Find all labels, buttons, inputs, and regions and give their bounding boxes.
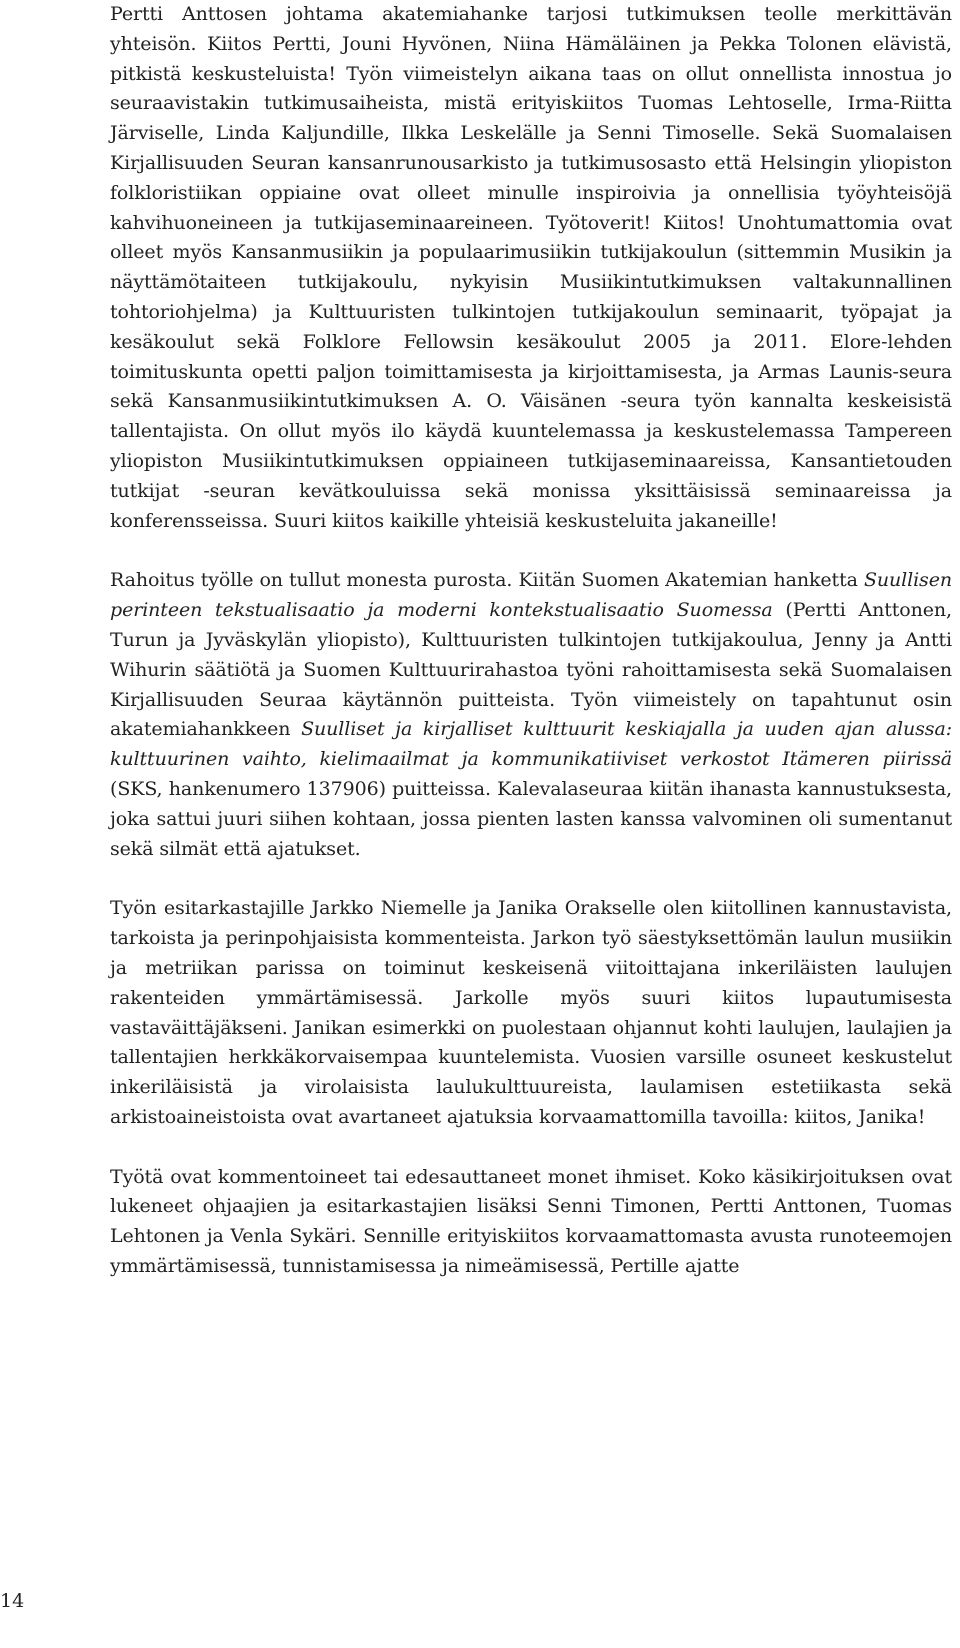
page-number: 14 — [0, 1590, 25, 1612]
paragraph-funding-text-3: (SKS, hankenumero 137906) puitteissa. Kalevalaseuraa kiitän ihanasta kannustuksesta, joka sattui juuri siihen kohtaan, jossa pienten lasten kanssa valvominen oli sumentanut sekä silmät että ajatukset. — [110, 777, 952, 860]
paragraph-pre-examiners: Työn esitarkastajille Jarkko Niemelle ja Janika Orakselle olen kiitollinen kannustavista, tarkoista ja perinpohjaisista kommenteista. Jarkon työ säestyksettömän laulun musiikin ja metriikan parissa on toiminut keskeisenä viitoittajana inkeriläisten laulujen rakenteiden ymmärtämisessä. Jarkolle myös suuri kiitos lupautumisesta vastaväittäjäkseni. Janikan esimerkki on puolestaan ohjannut kohti laulujen, laulajien ja tallentajien herkkäkorvaisempaa kuuntelemista. Vuosien varsille osuneet keskustelut inkeriläisistä ja virolaisista laulukulttuureista, laulamisen estetiikasta sekä arkistoaineistoista ovat avartaneet ajatuksia korvaamattomilla tavoilla: kiitos, Janika! — [110, 897, 952, 1128]
document-page — [110, 0, 952, 1282]
paragraph-acknowledgements-community: Pertti Anttosen johtama akatemiahanke tarjosi tutkimuksen teolle merkittävän yhteisön. Kiitos Pertti, Jouni Hyvönen, Niina Hämäläinen ja Pekka Tolonen elävistä, pitkistä keskusteluista! Työn viimeistelyn aikana taas on ollut onnellista innostua jo seuraavistakin tutkimusaiheista, mistä erityiskiitos Tuomas Lehtoselle, Irma-Riitta Järviselle, Linda Kaljundille, Ilkka Leskelälle ja Senni Timoselle. Sekä Suomalaisen Kirjallisuuden Seuran kansanrunousarkisto ja tutkimusosasto että Helsingin yliopiston folkloristiikan oppiaine ovat olleet minulle inspiroivia ja onnellisia työyhteisöjä kahvihuoneineen ja tutkijaseminaareineen. Työtoverit! Kiitos! Unohtumattomia ovat olleet myös Kansanmusiikin ja populaarimusiikin tutkijakoulun (sittemmin Musikin ja näyttämötaiteen tutkijakoulu, nykyisin Musiikintutkimuksen valtakunnallinen tohtoriohjelma) ja Kulttuuristen tulkintojen tutkijakoulun seminaarit, työpajat ja kesäkoulut sekä Folklore Fellowsin kesäkoulut 2005 ja 2011. Elore-lehden toimituskunta opetti paljon toimittamisesta ja kirjoittamisesta, ja Armas Launis-seura sekä Kansanmusiikintutkimuksen A. O. Väisänen -seura työn kannalta keskeisistä tallentajista. On ollut myös ilo käydä kuuntelemassa ja keskustelemassa Tampereen yliopiston Musiikintutkimuksen oppiaineen tutkijaseminaareissa, Kansantietouden tutkijat -seuran kevätkouluissa sekä monissa yksittäisissä seminaareissa ja konferensseissa. Suuri kiitos kaikille yhteisiä keskusteluita jakaneille! — [110, 3, 952, 532]
paragraph-funding — [110, 566, 952, 864]
paragraph-funding-text-2: (Pertti Anttonen, Turun ja Jyväskylän yliopisto), Kulttuuristen tulkintojen tutkijakoulua, Jenny ja Antti Wihurin säätiötä ja Suomen Kulttuurirahastoa työni rahoittamisesta sekä Suomalaisen Kirjallisuuden Seuraa käytännön puitteista. Työn viimeistely on tapahtunut osin akatemiahankkeen — [110, 599, 952, 741]
paragraph-funding-text-1: Rahoitus työlle on tullut monesta purosta. Kiitän Suomen Akatemian hanketta — [110, 569, 864, 592]
project-title-1: Suullisen perinteen tekstualisaatio ja moderni kontekstualisaatio Suomessa — [110, 569, 952, 622]
project-title-2: Suulliset ja kirjalliset kulttuurit keskiajalla ja uuden ajan alussa: kulttuurinen vaihto, kielimaailmat ja kommunikatiiviset verkostot Itämeren piirissä — [110, 718, 952, 771]
paragraph-commenters: Työtä ovat kommentoineet tai edesauttaneet monet ihmiset. Koko käsikirjoituksen ovat lukeneet ohjaajien ja esitarkastajien lisäksi Senni Timonen, Pertti Anttonen, Tuomas Lehtonen ja Venla Sykäri. Sennille erityiskiitos korvaamattomasta avusta runoteemojen ymmärtämisessä, tunnistamisessa ja nimeämisessä, Pertille ajatte — [110, 1165, 952, 1278]
